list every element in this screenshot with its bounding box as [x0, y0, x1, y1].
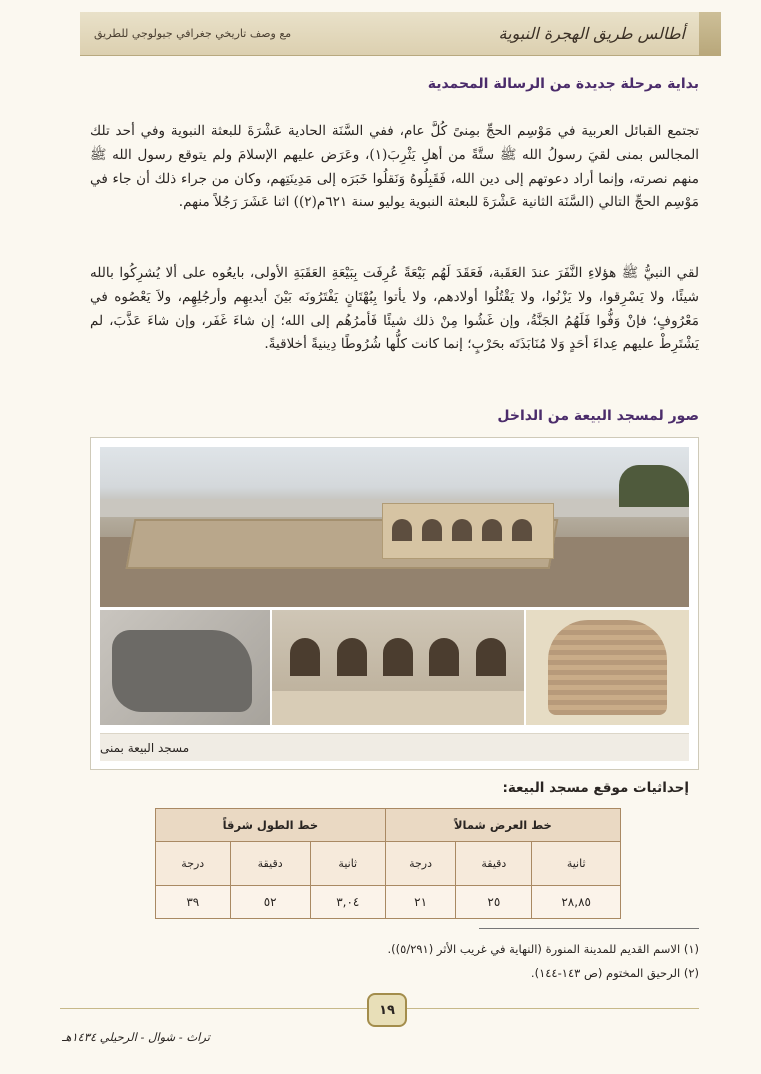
running-header: [80, 12, 699, 56]
section-heading-new-stage: بداية مرحلة جديدة من الرسالة المحمدية: [427, 76, 699, 92]
series-title: أطالس طريق الهجرة النبوية: [498, 24, 685, 43]
latitude-degrees-value: ٢١: [385, 886, 456, 919]
header-side-strip: [699, 12, 721, 56]
longitude-unit-minutes: دقيقة: [230, 842, 310, 886]
mosque-exterior-photo: [100, 447, 689, 607]
longitude-degrees-value: ٣٩: [156, 886, 231, 919]
section-heading-photos: صور لمسجد البيعة من الداخل: [497, 408, 699, 424]
photo-caption: [100, 733, 689, 761]
issue-info: تراث - شوال - الرحيلي ١٤٣٤هـ: [62, 1030, 210, 1044]
paragraph-gathering: تجتمع القبائل العربية في مَوْسِم الحجِّ بمِنىً كُلَّ عام، ففي السَّنَة الحادية عَشْرَةَ للبعثة النبوية وفي أحد تلك المجالس بمنى لقيَ رسولُ الله ﷺ ستَّةً من أهلِ يَثْرِبَ(١)، وعَرَض عليهم الإسلامَ ولم يتوقع رسول الله ﷺ منهم نصرته، وإنما أراد دعوتهم إلى دين الله، فَقَبِلُوهُ وَنَقلُوا خَبَرَه إلى مَدِينَتِهم، وكان من جراء ذلك أن جاء في مَوْسِم الحجِّ التالي (السَّنَة الثانية عَشْرَةَ للبعثة النبوية يوليو سنة ٦٢١م(٢)) اثنا عَشَرَ رَجُلاً منهم.: [90, 123, 699, 211]
mosque-arcade-photo: [272, 610, 524, 725]
inscription-tablet-photo: [526, 610, 689, 725]
coordinates-heading: إحداثيات موقع مسجد البيعة:: [502, 780, 689, 796]
longitude-seconds-value: ٣,٠٤: [310, 886, 385, 919]
inscription-stone-photo: [100, 610, 270, 725]
footnote-rule: [479, 928, 699, 929]
longitude-unit-degrees: درجة: [156, 842, 231, 886]
latitude-minutes-value: ٢٥: [456, 886, 532, 919]
page-number: ١٩: [367, 993, 407, 1027]
footnote-1: (١) الاسم القديم للمدينة المنورة (النهاية في غريب الأثر (٥/٢٩١)).: [387, 942, 699, 956]
latitude-seconds-value: ٢٨,٨٥: [532, 886, 621, 919]
latitude-unit-degrees: درجة: [385, 842, 456, 886]
paragraph-first-aqaba-pledge: لقي النبيُّ ﷺ هؤلاءِ النَّفَرَ عندَ العَقَبة، فَعَقَدَ لَهُم بَيْعَةً عُرِفَت بِبَيْعَةِ العَقَبَةِ الأولى، بايعُوه على ألا يُشرِكُوا بالله شيئًا، ولا يَسْرِقوا، ولا يَزْنُوا، ولا يَقْتُلُوا أولادهم، ولا يأتوا بِبُهْتَانٍ يَفْتَرُونَه بَيْنَ أيديهِم وأرجُلِهِم، ولاَ يَعْصُوه في مَعْرُوفٍ؛ فإنْ وَفُّوا فَلَهُمُ الجَنَّةُ، وإن غَشُوا مِنْ ذلك شيئًا فَأمرُهُم إلى الله؛ إن شاءَ غَفَر، وإن شاءَ عَذَّبَ، لم يَشْتَرِطْ عليهم عِداءَ أحَدٍ وَلا مُنَابَذَتَه بحَرْبٍ؛ إنما كانت كلُّها شُرُوطًا دِينيةً أخلاقيةً.: [90, 265, 699, 353]
longitude-unit-seconds: ثانية: [310, 842, 385, 886]
latitude-header: خط العرض شمالاً: [385, 809, 620, 842]
longitude-header: خط الطول شرقاً: [156, 809, 386, 842]
latitude-unit-minutes: دقيقة: [456, 842, 532, 886]
photo-panel: [90, 437, 699, 770]
footnote-2: (٢) الرحيق المختوم (ص ١٤٣-١٤٤).: [530, 966, 699, 980]
longitude-minutes-value: ٥٢: [230, 886, 310, 919]
photo-caption-text: مسجد البيعة بمنى: [100, 740, 190, 755]
series-subtitle: مع وصف تاريخي جغرافي جيولوجي للطريق: [94, 27, 292, 40]
latitude-unit-seconds: ثانية: [532, 842, 621, 886]
coordinates-table: [155, 808, 621, 919]
